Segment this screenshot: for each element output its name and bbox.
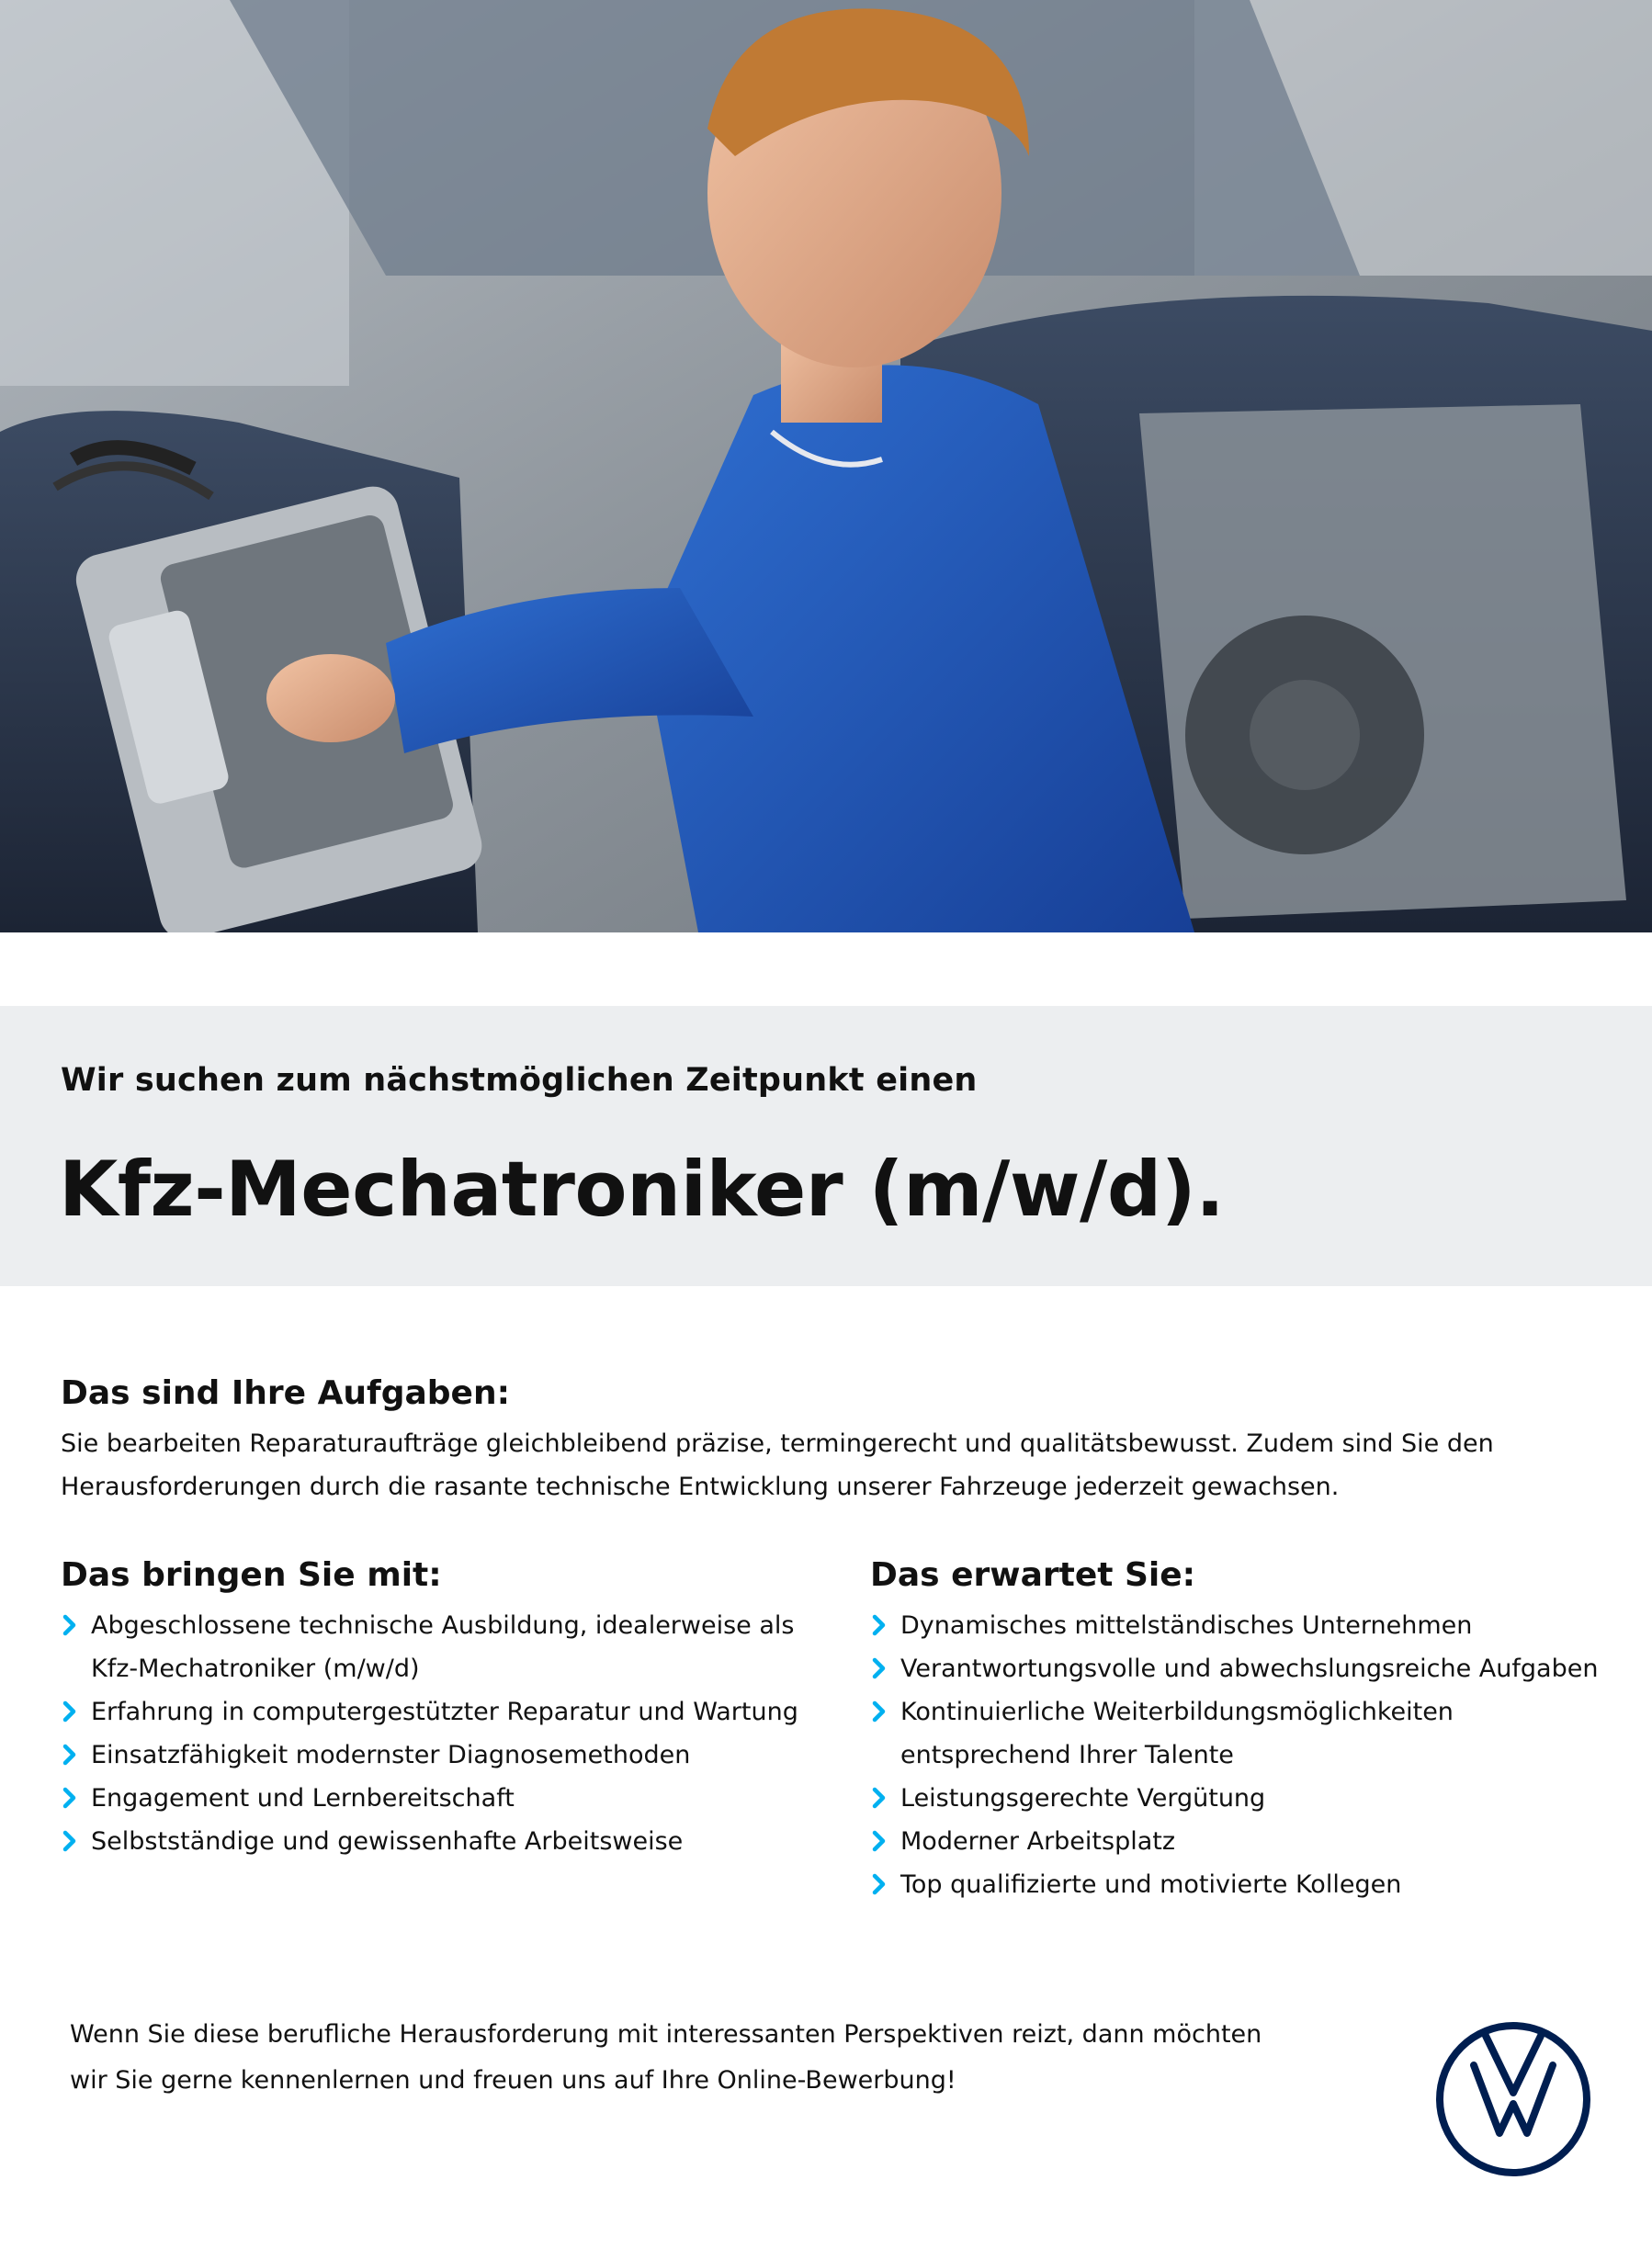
vw-logo-icon	[1435, 2021, 1591, 2177]
erwartet-heading: Das erwartet Sie:	[870, 1556, 1196, 1594]
list-item	[870, 1863, 1605, 1906]
list-item-text: Top qualifizierte und motivierte Kollegen	[900, 1870, 1402, 1899]
list-item-text: Moderner Arbeitsplatz	[900, 1827, 1176, 1856]
mitbringen-list	[61, 1604, 814, 1863]
list-item-text: Dynamisches mittelständisches Unternehmen	[900, 1611, 1473, 1640]
chevron-right-icon	[870, 1830, 888, 1852]
list-item-text: Selbstständige und gewissenhafte Arbeitsweise	[91, 1827, 684, 1856]
list-item	[870, 1777, 1605, 1820]
list-item-text: Leistungsgerechte Vergütung	[900, 1784, 1266, 1813]
list-item-text: Engagement und Lernbereitschaft	[91, 1784, 515, 1813]
aufgaben-heading: Das sind Ihre Aufgaben:	[61, 1374, 510, 1412]
list-item	[870, 1647, 1605, 1690]
mechanic-workshop-illustration	[0, 0, 1652, 932]
list-item	[870, 1604, 1605, 1647]
chevron-right-icon	[870, 1787, 888, 1809]
list-item	[870, 1820, 1605, 1863]
list-item	[61, 1820, 814, 1863]
chevron-right-icon	[61, 1787, 79, 1809]
aufgaben-text: Sie bearbeiten Reparaturaufträge gleichbleibend präzise, termingerecht und qualitätsbewusst. Zudem sind Sie den Herausforderungen durch die rasante technische Entwicklung unserer Fahrzeuge jederzeit gewachsen.	[61, 1429, 1494, 1501]
list-item-text: Einsatzfähigkeit modernster Diagnosemethoden	[91, 1741, 691, 1769]
chevron-right-icon	[61, 1614, 79, 1636]
erwartet-list	[870, 1604, 1605, 1906]
hero-photo	[0, 0, 1652, 932]
chevron-right-icon	[61, 1830, 79, 1852]
chevron-right-icon	[870, 1700, 888, 1723]
mitbringen-heading: Das bringen Sie mit:	[61, 1556, 442, 1594]
list-item-text: Erfahrung in computergestützter Reparatur und Wartung	[91, 1698, 798, 1726]
list-item	[61, 1604, 814, 1690]
chevron-right-icon	[61, 1744, 79, 1766]
intro-text: Wir suchen zum nächstmöglichen Zeitpunkt einen	[61, 1062, 978, 1099]
list-item	[61, 1690, 814, 1734]
job-title: Kfz-Mechatroniker (m/w/d).	[59, 1145, 1225, 1234]
list-item	[870, 1690, 1605, 1777]
list-item-text: Abgeschlossene technische Ausbildung, idealerweise als Kfz-Mechatroniker (m/w/d)	[91, 1611, 795, 1683]
chevron-right-icon	[870, 1657, 888, 1679]
list-item	[61, 1777, 814, 1820]
list-item-text: Verantwortungsvolle und abwechslungsreiche Aufgaben	[900, 1655, 1599, 1683]
chevron-right-icon	[870, 1614, 888, 1636]
list-item	[61, 1734, 814, 1777]
chevron-right-icon	[61, 1700, 79, 1723]
closing-text: Wenn Sie diese berufliche Herausforderung mit interessanten Perspektiven reizt, dann möchten wir Sie gerne kennenlernen und freuen uns auf Ihre Online-Bewerbung!	[70, 2020, 1262, 2095]
list-item-text: Kontinuierliche Weiterbildungsmöglichkeiten entsprechend Ihrer Talente	[900, 1698, 1454, 1769]
chevron-right-icon	[870, 1873, 888, 1895]
